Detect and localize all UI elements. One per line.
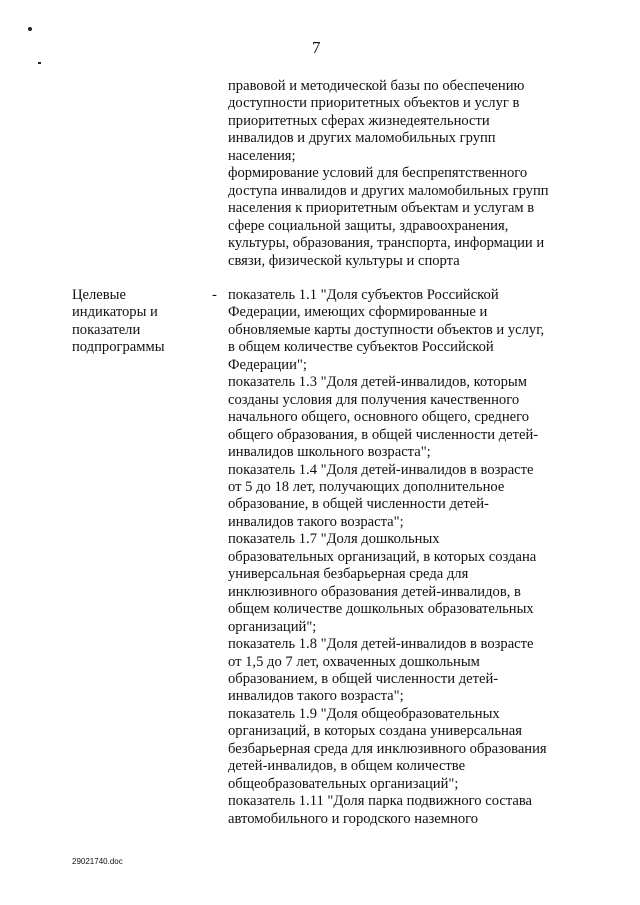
- text-line: инвалидов и других маломобильных групп: [228, 130, 496, 147]
- text-line: Федерации";: [228, 356, 307, 373]
- text-line: инвалидов такого возраста";: [228, 513, 404, 530]
- text-line: правовой и методической базы по обеспечению: [228, 78, 525, 94]
- text-line: формирование условий для беспрепятственного: [228, 165, 528, 182]
- text-line: инклюзивного образования детей-инвалидов, в: [228, 583, 521, 600]
- label-line: Целевые: [72, 287, 126, 303]
- text-line: обновляемые карты доступности объектов и услуг,: [228, 321, 545, 338]
- footer-filename: 29021740.doc: [72, 857, 123, 866]
- text-line: населения;: [228, 147, 296, 164]
- text-line: образованием, в общей численности детей-: [228, 670, 499, 687]
- text-line: показатель 1.4 "Доля детей-инвалидов в возрасте: [228, 461, 534, 478]
- text-line: в общем количестве субъектов Российской: [228, 339, 494, 356]
- text-line: образовательных организаций, в которых создана: [228, 548, 537, 565]
- text-line: общеобразовательных организаций";: [228, 775, 459, 792]
- text-line: показатель 1.8 "Доля детей-инвалидов в возрасте: [228, 636, 534, 653]
- text-line: приоритетных сферах жизнедеятельности: [228, 112, 490, 129]
- text-line: сфере социальной защиты, здравоохранения,: [228, 217, 509, 234]
- text-line: Федерации, имеющих сформированные и: [228, 304, 488, 321]
- row-label: [72, 287, 165, 357]
- row-dash: -: [212, 287, 217, 303]
- scan-speck: [38, 62, 41, 64]
- goals-continuation: [228, 78, 549, 270]
- text-line: от 5 до 18 лет, получающих дополнительное: [228, 478, 505, 495]
- text-line: общем количестве дошкольных образовательных: [228, 601, 534, 618]
- label-line: подпрограммы: [72, 339, 165, 356]
- text-line: организаций";: [228, 618, 317, 635]
- text-line: инвалидов такого возраста";: [228, 688, 404, 705]
- text-line: автомобильного и городского наземного: [228, 810, 479, 827]
- indicators-list: [228, 287, 547, 828]
- text-line: образование, в общей численности детей-: [228, 496, 489, 513]
- label-line: индикаторы и: [72, 304, 158, 321]
- page-number: 7: [312, 38, 321, 57]
- text-line: показатель 1.11 "Доля парка подвижного состава: [228, 793, 533, 810]
- text-line: организаций, в которых создана универсальная: [228, 723, 522, 740]
- text-line: показатель 1.9 "Доля общеобразовательных: [228, 705, 500, 722]
- text-line: инвалидов школьного возраста";: [228, 444, 431, 461]
- text-line: детей-инвалидов, в общем количестве: [228, 758, 466, 775]
- text-line: доступности приоритетных объектов и услуг в: [228, 95, 520, 112]
- label-line: показатели: [72, 321, 141, 338]
- text-line: показатель 1.7 "Доля дошкольных: [228, 531, 440, 548]
- scan-speck: [28, 27, 32, 31]
- text-line: культуры, образования, транспорта, информации и: [228, 235, 545, 252]
- text-line: общего образования, в общей численности детей-: [228, 426, 539, 443]
- text-line: показатель 1.3 "Доля детей-инвалидов, которым: [228, 374, 527, 391]
- text-line: показатель 1.1 "Доля субъектов Российской: [228, 287, 499, 303]
- text-line: безбарьерная среда для инклюзивного образования: [228, 740, 547, 757]
- text-line: доступа инвалидов и других маломобильных групп: [228, 182, 549, 199]
- text-line: связи, физической культуры и спорта: [228, 252, 460, 269]
- text-line: населения к приоритетным объектам и услугам в: [228, 200, 535, 217]
- text-line: начального общего, основного общего, среднего: [228, 409, 530, 426]
- text-line: созданы условия для получения качественного: [228, 391, 520, 408]
- text-line: от 1,5 до 7 лет, охваченных дошкольным: [228, 653, 480, 670]
- text-line: универсальная безбарьерная среда для: [228, 566, 469, 583]
